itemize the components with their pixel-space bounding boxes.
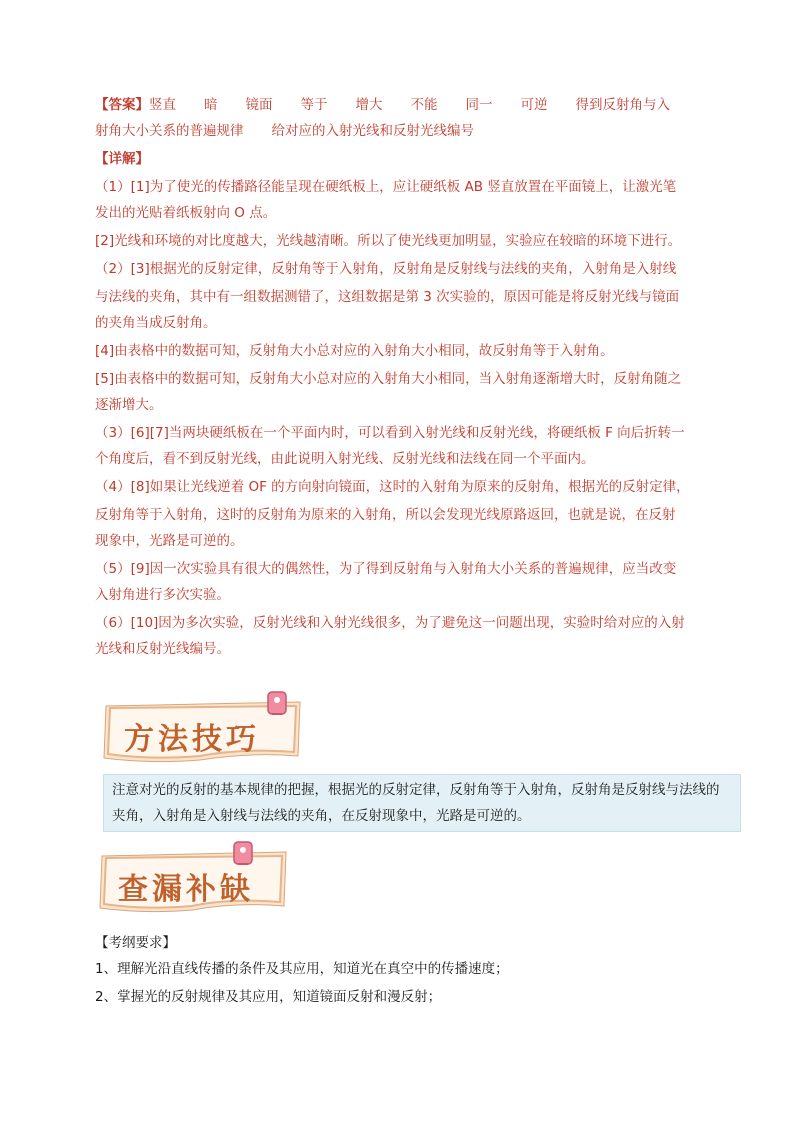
detail-line: （2）[3]根据光的反射定律，反射角等于入射角，反射角是反射线与法线的夹角，入射角是入射线: [95, 261, 677, 277]
syllabus-item: 2、掌握光的反射规律及其应用，知道镜面反射和漫反射；: [95, 989, 442, 1005]
syllabus-label: 【考纲要求】: [95, 935, 176, 951]
detail-line: 入射角进行多次实验。: [95, 587, 230, 603]
banner-title: 查漏补缺: [118, 872, 254, 907]
answer-item: 增大: [355, 97, 383, 113]
answer-item: 得到反射角与入: [575, 97, 670, 113]
tip-line: 注意对光的反射的基本规律的把握，根据光的反射定律，反射角等于入射角，反射角是反射线与法线的: [112, 782, 720, 798]
tip-box: [103, 774, 741, 832]
syllabus-item: 1、理解光沿直线传播的条件及其应用，知道光在真空中的传播速度；: [95, 961, 509, 977]
answer-item: 同一: [465, 97, 493, 113]
detail-line: 逐渐增大。: [95, 397, 163, 413]
section-banner-review: [96, 840, 296, 918]
detail-line: 发出的光贴着纸板射向 O 点。: [95, 205, 277, 221]
detail-line: 与法线的夹角，其中有一组数据测错了，这组数据是第 3 次实验的，原因可能是将反射光线与镜面: [95, 289, 680, 305]
detail-line: （4）[8]如果让光线逆着 OF 的方向射向镜面，这时的入射角为原来的反射角，根据光的反射定律，: [95, 479, 690, 495]
answer-item: 等于: [300, 97, 328, 113]
detail-line: [4]由表格中的数据可知，反射角大小总对应的入射角大小相同，故反射角等于入射角。: [95, 343, 614, 359]
detail-line: （6）[10]因为多次实验，反射光线和入射光线很多，为了避免这一问题出现，实验时给对应的入射: [95, 615, 685, 631]
answer-line-2: [95, 118, 474, 144]
banner-title: 方法技巧: [124, 722, 260, 757]
section-banner-method: [100, 690, 310, 768]
answer-line-1: [95, 92, 670, 118]
detail-line: 的夹角当成反射角。: [95, 315, 217, 331]
detail-line: （3）[6][7]当两块硬纸板在一个平面内时，可以看到入射光线和反射光线，将硬纸板 F 向后折转一: [95, 425, 685, 441]
answer-item: 可逆: [520, 97, 548, 113]
tip-line: 夹角，入射角是入射线与法线的夹角，在反射现象中，光路是可逆的。: [112, 808, 531, 824]
answer-item: 暗: [204, 97, 218, 113]
detail-line: （5）[9]因一次实验具有很大的偶然性，为了得到反射角与入射角大小关系的普遍规律，应当改变: [95, 561, 677, 577]
answer-item: 不能: [410, 97, 438, 113]
detail-line: 现象中，光路是可逆的。: [95, 533, 244, 549]
detail-line: 光线和反射光线编号。: [95, 641, 230, 657]
answer-label: 【答案】: [95, 97, 149, 113]
answer-item: 射角大小关系的普遍规律: [95, 123, 244, 139]
detail-line: 反射角等于入射角，这时的反射角为原来的入射角，所以会发现光线原路返回，也就是说，在反射: [95, 507, 676, 523]
detail-line: 个角度后，看不到反射光线，由此说明入射光线、反射光线和法线在同一个平面内。: [95, 451, 595, 467]
detail-label: 【详解】: [95, 151, 149, 167]
detail-line: [2]光线和环境的对比度越大，光线越清晰。所以了使光线更加明显，实验应在较暗的环境下进行。: [95, 233, 682, 249]
answer-item: 竖直: [149, 97, 176, 113]
answer-item: 镜面: [245, 97, 273, 113]
answer-item: 给对应的入射光线和反射光线编号: [271, 123, 474, 139]
detail-line: （1）[1]为了使光的传播路径能呈现在硬纸板上，应让硬纸板 AB 竖直放置在平面镜上，让激光笔: [95, 179, 677, 195]
detail-line: [5]由表格中的数据可知，反射角大小总对应的入射角大小相同，当入射角逐渐增大时，反射角随之: [95, 371, 682, 387]
